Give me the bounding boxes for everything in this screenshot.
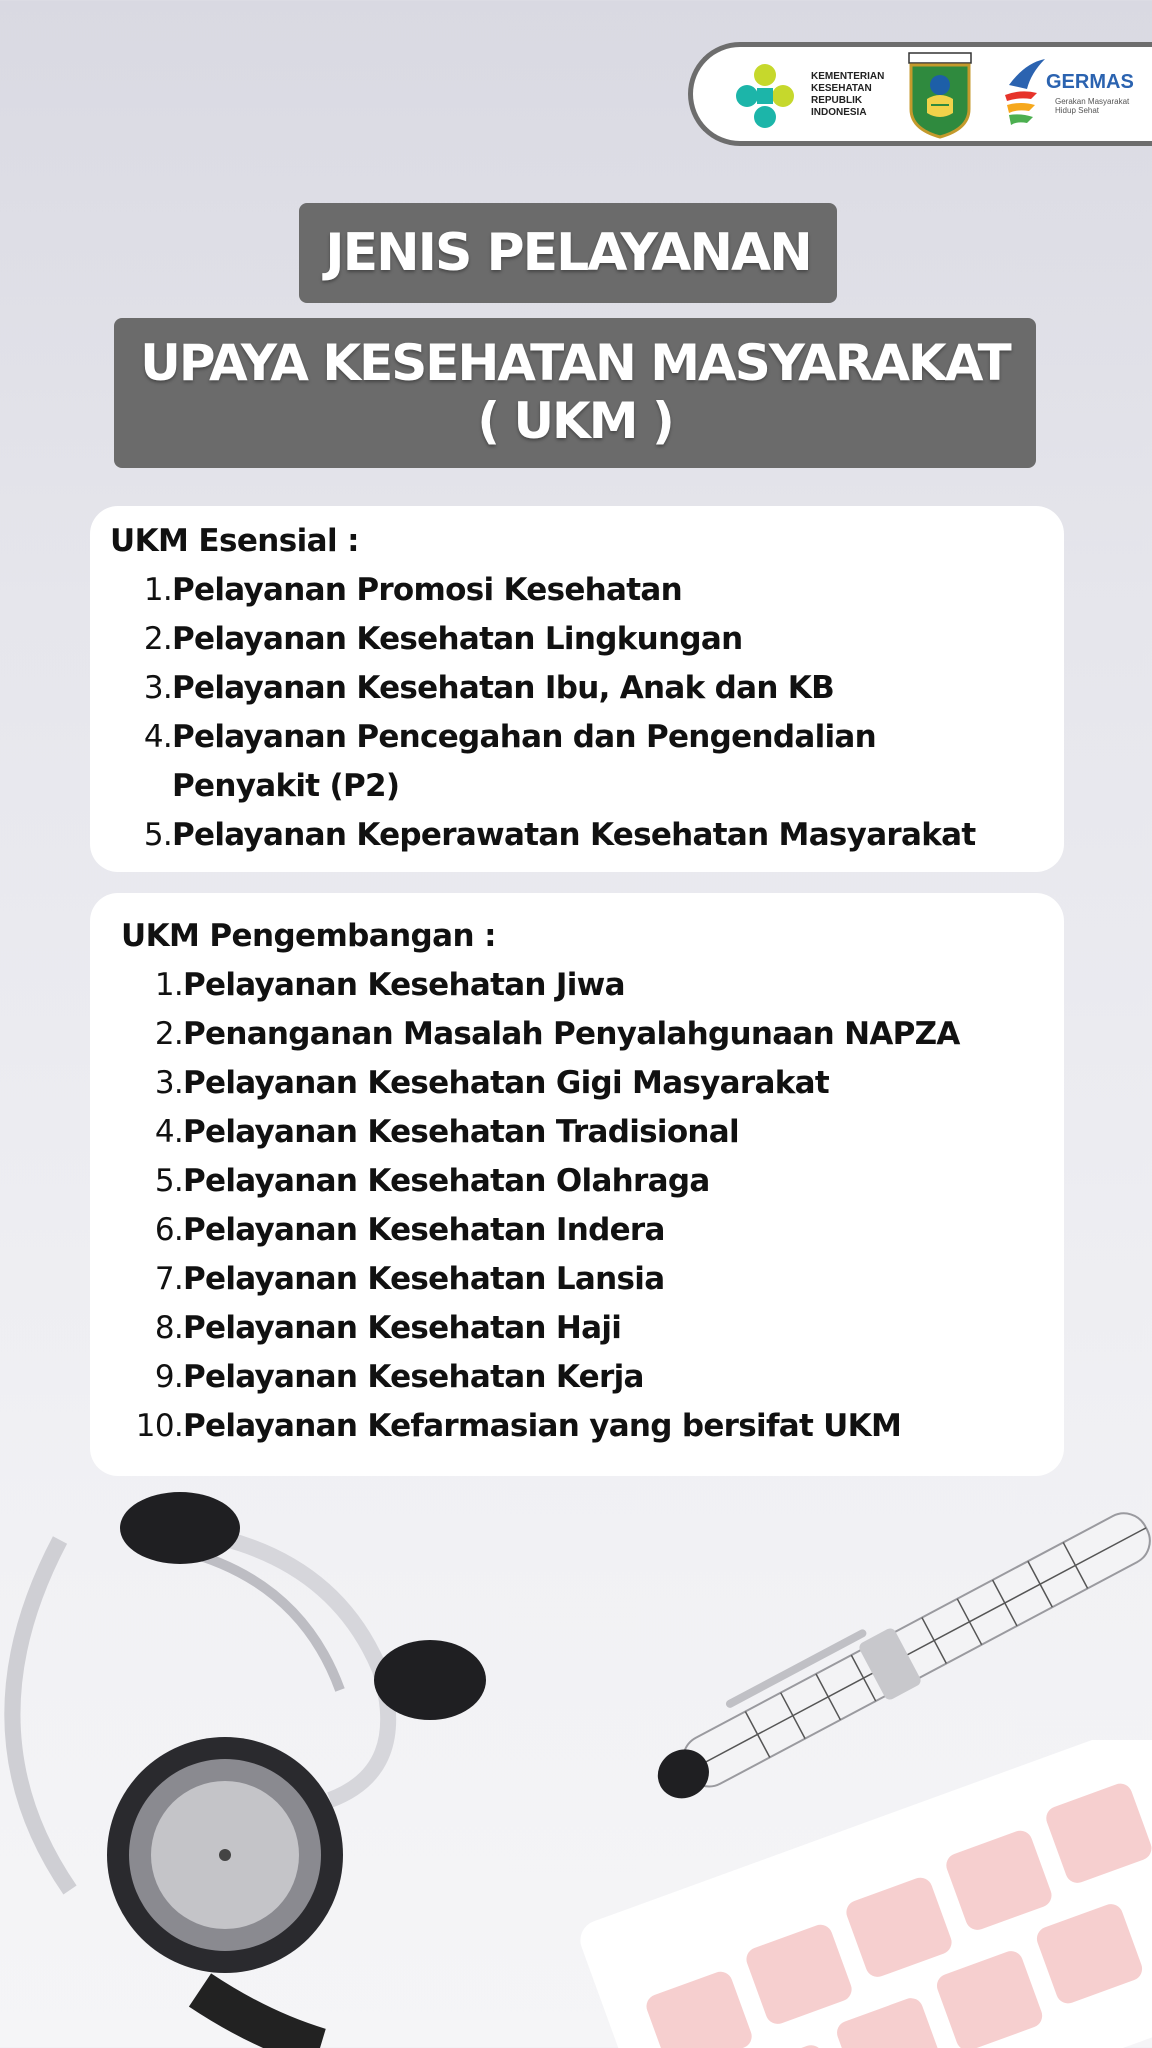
list-item xyxy=(110,713,1064,811)
list-number: 1. xyxy=(143,572,172,608)
stethoscope-icon xyxy=(0,1470,560,2048)
germas-subtitle: Gerakan Masyarakat Hidup Sehat xyxy=(1055,97,1130,115)
list-text: Pelayanan Kesehatan Kerja xyxy=(183,1359,644,1395)
list-item xyxy=(110,566,1064,615)
list-item xyxy=(121,1304,1064,1353)
kemenkes-line: INDONESIA xyxy=(811,107,867,118)
list-text: Pelayanan Kesehatan Tradisional xyxy=(183,1114,739,1150)
list-number: 3. xyxy=(143,670,172,706)
list-number: 3. xyxy=(154,1065,183,1101)
list-text: Penanganan Masalah Penyalahgunaan NAPZA xyxy=(183,1016,960,1052)
list-item xyxy=(110,811,1064,860)
list-item xyxy=(121,1402,1064,1451)
list-number: 10. xyxy=(135,1408,183,1444)
list-text: Pelayanan Kesehatan Jiwa xyxy=(183,967,625,1003)
pengembangan-card xyxy=(90,893,1064,1476)
list-item xyxy=(121,1059,1064,1108)
list-text: Pelayanan Pencegahan dan Pengendalian Penyakit (P2) xyxy=(172,719,877,804)
list-number: 2. xyxy=(154,1016,183,1052)
list-number: 5. xyxy=(154,1163,183,1199)
kemenkes-line: KESEHATAN xyxy=(811,83,872,94)
list-number: 1. xyxy=(154,967,183,1003)
list-number: 5. xyxy=(143,817,172,853)
subtitle-line1: UPAYA KESEHATAN MASYARAKAT xyxy=(140,334,1010,392)
kemenkes-line: REPUBLIK xyxy=(811,95,863,106)
esensial-list xyxy=(110,566,1064,860)
kemenkes-logo xyxy=(733,61,797,131)
list-number: 6. xyxy=(154,1212,183,1248)
esensial-heading: UKM Esensial : xyxy=(110,523,359,559)
logo-bar xyxy=(688,42,1152,146)
kemenkes-text xyxy=(811,71,901,119)
list-text: Pelayanan Promosi Kesehatan xyxy=(172,572,682,608)
list-text: Pelayanan Kesehatan Ibu, Anak dan KB xyxy=(172,670,835,706)
list-text: Pelayanan Kesehatan Gigi Masyarakat xyxy=(183,1065,829,1101)
list-number: 7. xyxy=(154,1261,183,1297)
list-item xyxy=(121,961,1064,1010)
list-text: Pelayanan Kesehatan Olahraga xyxy=(183,1163,710,1199)
list-item xyxy=(121,1206,1064,1255)
list-text: Pelayanan Kesehatan Lansia xyxy=(183,1261,665,1297)
list-text: Pelayanan Kesehatan Lingkungan xyxy=(172,621,743,657)
list-number: 4. xyxy=(143,719,172,755)
list-text: Pelayanan Kefarmasian yang bersifat UKM xyxy=(183,1408,902,1444)
list-text: Pelayanan Keperawatan Kesehatan Masyarakat xyxy=(172,817,976,853)
germas-title: GERMAS xyxy=(1046,71,1134,93)
list-item xyxy=(110,664,1064,713)
keyboard-icon xyxy=(560,1740,1152,2048)
list-number: 8. xyxy=(154,1310,183,1346)
page-subtitle xyxy=(114,318,1036,468)
subtitle-line2: ( UKM ) xyxy=(477,392,673,450)
list-text: Pelayanan Kesehatan Indera xyxy=(183,1212,665,1248)
pengembangan-heading: UKM Pengembangan : xyxy=(121,918,496,954)
list-item xyxy=(121,1255,1064,1304)
list-item xyxy=(121,1157,1064,1206)
list-number: 2. xyxy=(143,621,172,657)
germas-logo xyxy=(1001,55,1049,131)
list-item xyxy=(121,1108,1064,1157)
pengembangan-list xyxy=(121,961,1064,1451)
page-title: JENIS PELAYANAN xyxy=(299,203,837,303)
regional-emblem-icon xyxy=(905,51,975,139)
list-number: 4. xyxy=(154,1114,183,1150)
list-item xyxy=(110,615,1064,664)
list-number: 9. xyxy=(154,1359,183,1395)
esensial-card xyxy=(90,506,1064,872)
list-text: Pelayanan Kesehatan Haji xyxy=(183,1310,622,1346)
list-item xyxy=(121,1353,1064,1402)
list-item xyxy=(121,1010,1064,1059)
kemenkes-line: KEMENTERIAN xyxy=(811,71,885,82)
